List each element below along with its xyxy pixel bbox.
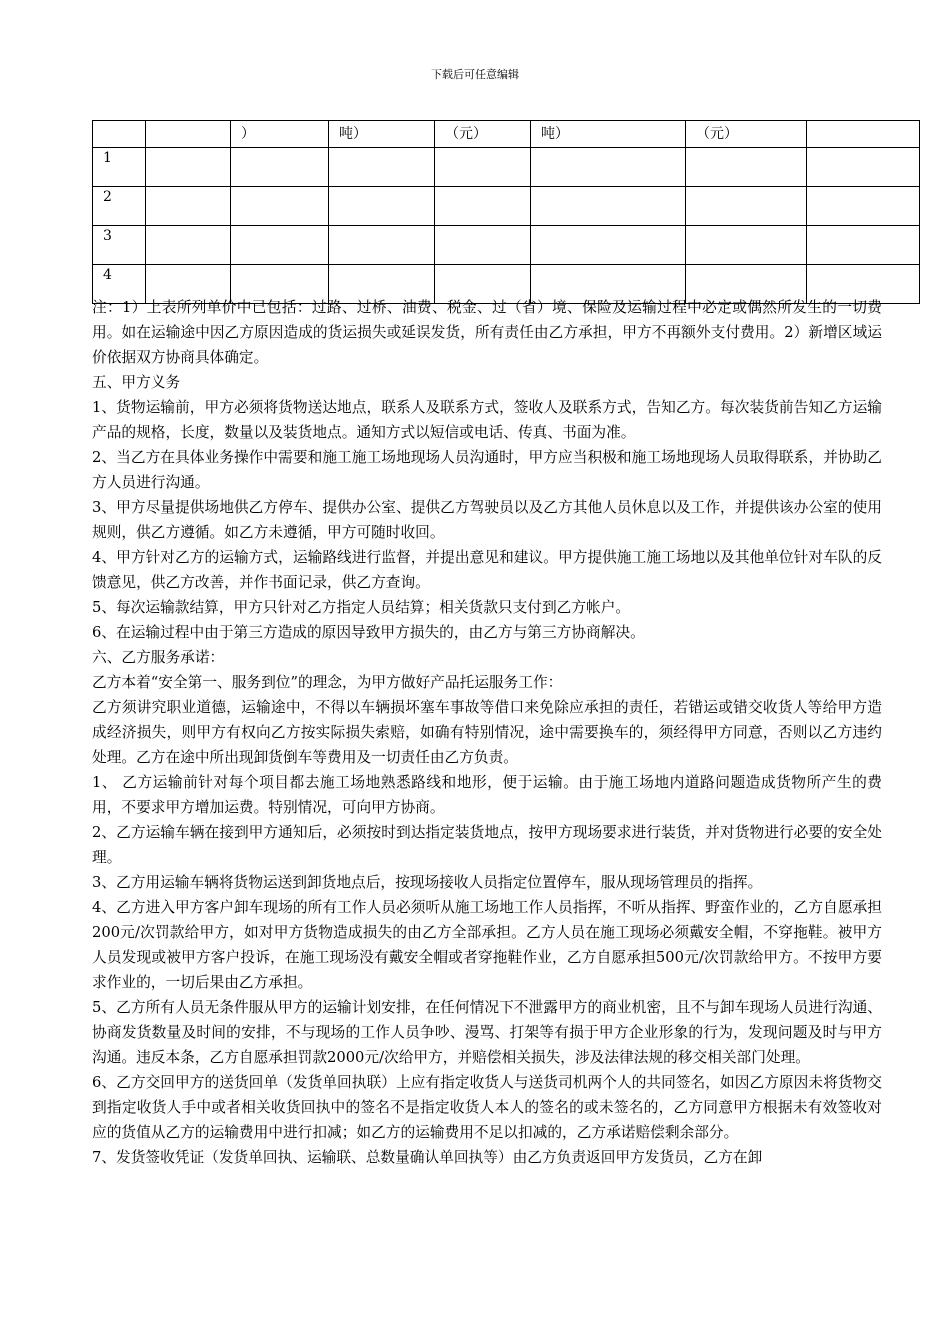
clause: 4、甲方针对乙方的运输方式，运输路线进行监督，并提出意见和建议。甲方提供施工施工场地以及其他单位针对车队的反馈意见，供乙方改善，并作书面记录，供乙方查询。 (92, 549, 882, 591)
clause: 6、在运输过程中由于第三方造成的原因导致甲方损失的，由乙方与第三方协商解决。 (92, 624, 645, 641)
table-cell (531, 148, 686, 187)
table-header-cell: （元） (435, 121, 531, 148)
row-number: 3 (93, 226, 146, 265)
clause: 3、乙方用运输车辆将货物运送到卸货地点后，按现场接收人员指定位置停车，服从现场管理员的指挥。 (92, 874, 763, 891)
page-header-note: 下载后可任意编辑 (431, 68, 519, 81)
freight-rate-table (92, 120, 920, 304)
clause: 2、当乙方在具体业务操作中需要和施工施工场地现场人员沟通时，甲方应当积极和施工场地现场人员取得联系，并协助乙方人员进行沟通。 (92, 449, 882, 491)
table-row (93, 187, 920, 226)
table-header-cell: （元） (686, 121, 807, 148)
row-number: 4 (93, 265, 146, 304)
table-header-cell: 吨） (329, 121, 435, 148)
contract-body (92, 295, 882, 1170)
row-number: 2 (93, 187, 146, 226)
table-cell (146, 226, 231, 265)
table-note: 注：1）上表所列单价中已包括：过路、过桥、油费、税金、过（省）境、保险及运输过程中必定或偶然所发生的一切费用。如在运输途中因乙方原因造成的货运损失或延误发货，所有责任由乙方承担，甲方不再额外支付费用。2）新增区域运价依据双方协商具体确定。 (92, 299, 882, 366)
table-cell (435, 148, 531, 187)
table-cell (435, 187, 531, 226)
table-row (93, 148, 920, 187)
table-cell (231, 148, 329, 187)
clause: 1、 乙方运输前针对每个项目都去施工场地熟悉路线和地形，便于运输。由于施工场地内道路问题造成货物所产生的费用，不要求甲方增加运费。特别情况，可向甲方协商。 (92, 774, 882, 816)
clause: 3、甲方尽量提供场地供乙方停车、提供办公室、提供乙方驾驶员以及乙方其他人员休息以及工作，并提供该办公室的使用规则，供乙方遵循。如乙方未遵循，甲方可随时收回。 (92, 499, 882, 541)
table-cell (329, 226, 435, 265)
table-cell (435, 226, 531, 265)
clause: 2、乙方运输车辆在接到甲方通知后，必须按时到达指定装货地点，按甲方现场要求进行装货，并对货物进行必要的安全处理。 (92, 824, 882, 866)
clause: 5、每次运输款结算，甲方只针对乙方指定人员结算；相关货款只支付到乙方帐户。 (92, 599, 631, 616)
table-header-cell (93, 121, 146, 148)
table-cell (231, 226, 329, 265)
table-cell (807, 187, 920, 226)
clause: 4、乙方进入甲方客户卸车现场的所有工作人员必须听从施工场地工作人员指挥，不听从指挥、野蛮作业的，乙方自愿承担200元/次罚款给甲方，如对甲方货物造成损失的由乙方全部承担。乙方人员在施工现场必须戴安全帽，不穿拖鞋。被甲方人员发现或被甲方客户投诉，在施工现场没有戴安全帽或者穿拖鞋作业，乙方自愿承担500元/次罚款给甲方。不按甲方要求作业的，一切后果由乙方承担。 (92, 899, 882, 991)
table-cell (686, 148, 807, 187)
table-cell (329, 148, 435, 187)
table-row (93, 226, 920, 265)
table-header-cell (807, 121, 920, 148)
table-header-cell (146, 121, 231, 148)
table-cell (531, 226, 686, 265)
clause: 1、货物运输前，甲方必须将货物送达地点，联系人及联系方式，签收人及联系方式，告知乙方。每次装货前告知乙方运输产品的规格，长度，数量以及装货地点。通知方式以短信或电话、传真、书面为准。 (92, 399, 882, 441)
table-header-row (93, 121, 920, 148)
table-cell (146, 148, 231, 187)
section-heading-party-b-commitments: 六、乙方服务承诺： (92, 649, 225, 666)
clause: 5、乙方所有人员无条件服从甲方的运输计划安排，在任何情况下不泄露甲方的商业机密，且不与卸车现场人员进行沟通、协商发货数量及时间的安排，不与现场的工作人员争吵、漫骂、打架等有损于甲方企业形象的行为，发现问题及时与甲方沟通。违反本条，乙方自愿承担罚款2000元/次给甲方，并赔偿相关损失，涉及法律法规的移交相关部门处理。 (92, 999, 882, 1066)
table-cell (807, 148, 920, 187)
table-cell (531, 187, 686, 226)
section-heading-party-a-obligations: 五、甲方义务 (92, 374, 181, 391)
table-cell (329, 187, 435, 226)
paragraph: 乙方须讲究职业道德，运输途中，不得以车辆损坏塞车事故等借口来免除应承担的责任，若错运或错交收货人等给甲方造成经济损失，则甲方有权向乙方按实际损失索赔，如确有特别情况，途中需要换车的，须经得甲方同意，否则以乙方违约处理。乙方在途中所出现卸货倒车等费用及一切责任由乙方负责。 (92, 699, 882, 766)
table-header-cell: ） (231, 121, 329, 148)
clause: 7、发货签收凭证（发货单回执、运输联、总数量确认单回执等）由乙方负责返回甲方发货员，乙方在卸 (92, 1149, 763, 1166)
table-cell (686, 187, 807, 226)
row-number: 1 (93, 148, 146, 187)
paragraph: 乙方本着“安全第一、服务到位”的理念，为甲方做好产品托运服务工作： (92, 674, 563, 691)
table-header-cell: 吨） (531, 121, 686, 148)
table-cell (686, 226, 807, 265)
table-cell (231, 187, 329, 226)
table-cell (146, 187, 231, 226)
table-cell (807, 226, 920, 265)
clause: 6、乙方交回甲方的送货回单（发货单回执联）上应有指定收货人与送货司机两个人的共同签名，如因乙方原因未将货物交到指定收货人手中或者相关收货回执中的签名不是指定收货人本人的签名的或未签名的，乙方同意甲方根据未有效签收对应的货值从乙方的运输费用中进行扣减；如乙方的运输费用不足以扣减的，乙方承诺赔偿剩余部分。 (92, 1074, 882, 1141)
